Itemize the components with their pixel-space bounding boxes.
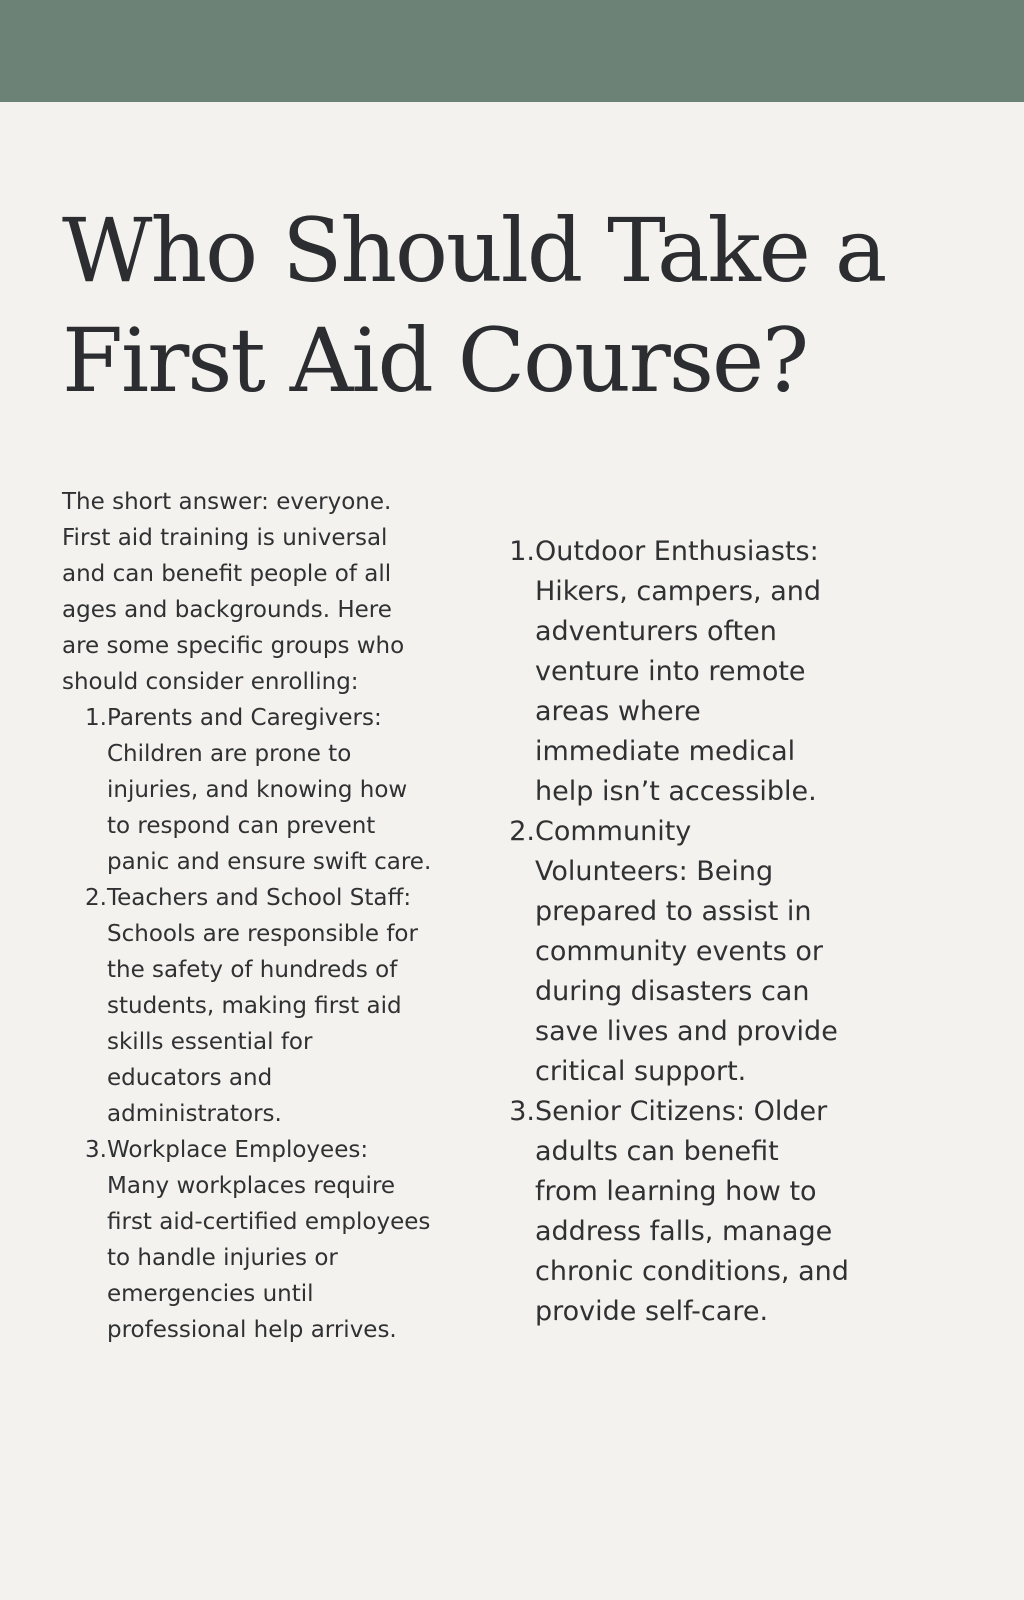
list-item-number: 1. bbox=[509, 536, 535, 567]
list-item bbox=[490, 532, 850, 812]
intro-paragraph: The short answer: everyone. First aid training is universal and can benefit people of all ages and backgrounds. Here are some specific groups who should consider enrolling: bbox=[62, 489, 405, 695]
right-column bbox=[490, 532, 850, 1332]
list-item-text: Parents and Caregivers: Children are prone to injuries, and knowing how to respond can prevent panic and ensure swift care. bbox=[107, 705, 432, 875]
page-title: Who Should Take a First Aid Course? bbox=[62, 199, 886, 412]
left-list bbox=[82, 700, 432, 1348]
list-item-text: Outdoor Enthusiasts: Hikers, campers, and adventurers often venture into remote areas where immediate medical help isn’t accessible. bbox=[535, 536, 821, 807]
list-item bbox=[490, 1092, 850, 1332]
list-item-text: Community Volunteers: Being prepared to assist in community events or during disasters can save lives and provide critical support. bbox=[535, 816, 838, 1087]
list-item bbox=[82, 880, 432, 1132]
list-item-number: 1. bbox=[85, 705, 107, 731]
list-item-number: 3. bbox=[509, 1096, 535, 1127]
list-item-number: 3. bbox=[85, 1137, 107, 1163]
right-list bbox=[490, 532, 850, 1332]
list-item bbox=[82, 700, 432, 880]
list-item-text: Teachers and School Staff: Schools are responsible for the safety of hundreds of students, making first aid skills essential for educators and administrators. bbox=[107, 885, 418, 1127]
list-item bbox=[82, 1132, 432, 1348]
list-item bbox=[490, 812, 850, 1092]
list-item-text: Workplace Employees: Many workplaces require first aid-certified employees to handle injuries or emergencies until professional help arrives. bbox=[107, 1137, 431, 1343]
list-item-text: Senior Citizens: Older adults can benefit from learning how to address falls, manage chronic conditions, and provide self-care. bbox=[535, 1096, 849, 1327]
list-item-number: 2. bbox=[85, 885, 107, 911]
top-color-band bbox=[0, 0, 1024, 102]
left-column bbox=[62, 484, 432, 1348]
list-item-number: 2. bbox=[509, 816, 535, 847]
